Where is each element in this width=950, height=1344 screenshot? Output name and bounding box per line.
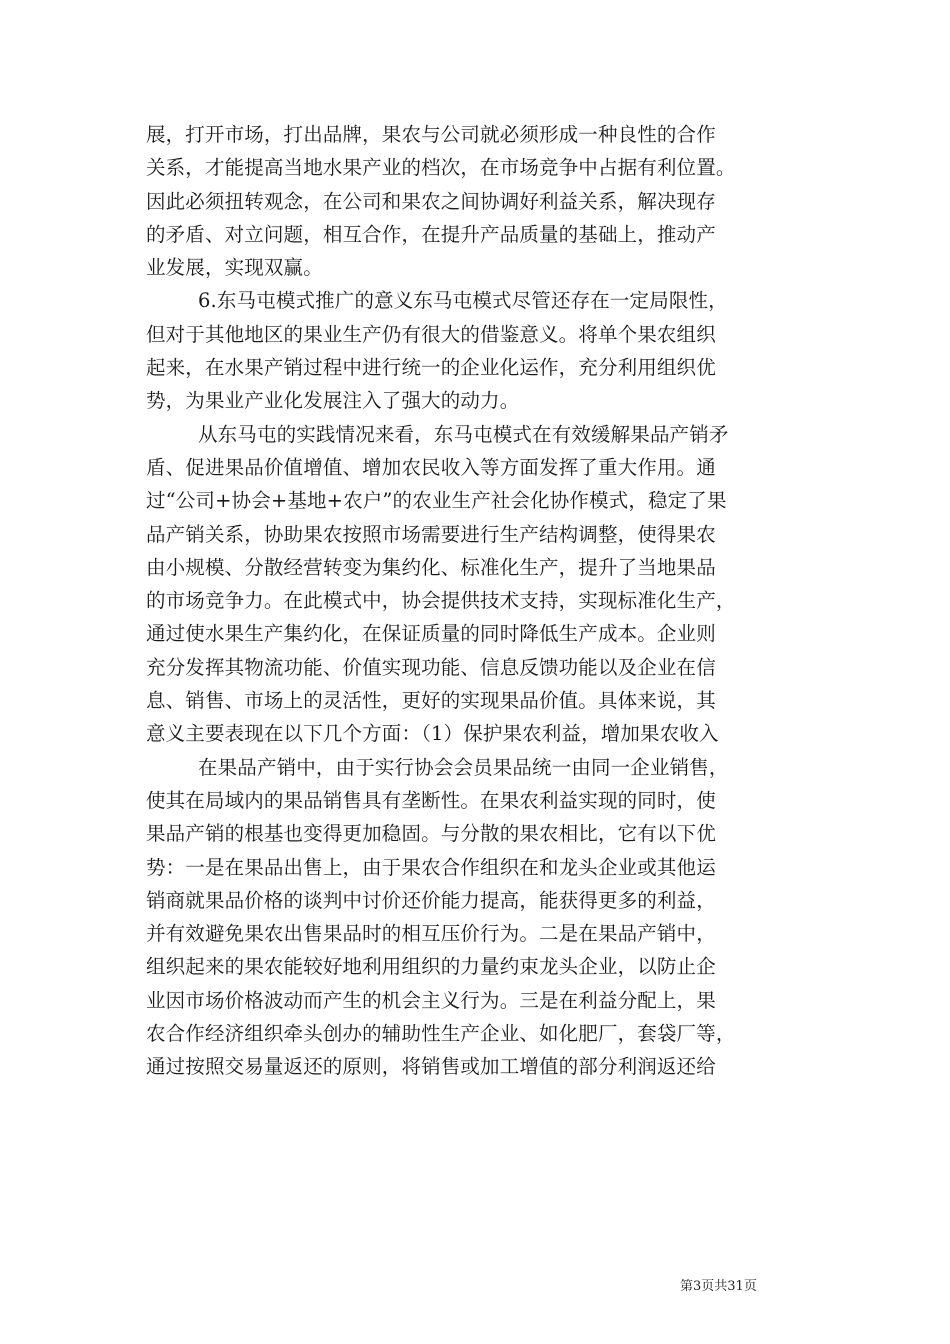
text-line: 6.东马屯模式推广的意义东马屯模式尽管还存在一定局限性， (198, 289, 728, 313)
text-line: 的矛盾、对立问题，相互合作，在提升产品质量的基础上，推动产 (146, 222, 716, 246)
text-line: 在果品产销中，由于实行协会会员果品统一由同一企业销售， (198, 755, 729, 779)
text-line: 业因市场价格波动而产生的机会主义行为。三是在利益分配上，果 (146, 988, 716, 1012)
page-number: 第3页共31页 (680, 1279, 757, 1294)
text-line: 销商就果品价格的谈判中讨价还价能力提高，能获得更多的利益， (146, 888, 716, 912)
text-line: 品产销关系，协助果农按照市场需要进行生产结构调整，使得果农 (146, 522, 716, 546)
text-line: 展，打开市场，打出品牌，果农与公司就必须形成一种良性的合作 (146, 123, 716, 146)
text-line: 因此必须扭转观念，在公司和果农之间协调好利益关系，解决现存 (146, 189, 716, 213)
text-line: 起来，在水果产销过程中进行统一的企业化运作，充分利用组织优 (146, 356, 716, 380)
text-line: 组织起来的果农能较好地利用组织的力量约束龙头企业，以防止企 (146, 955, 716, 979)
text-line: 使其在局域内的果品销售具有垄断性。在果农利益实现的同时，使 (146, 788, 716, 812)
text-line: 势：一是在果品出售上，由于果农合作组织在和龙头企业或其他运 (146, 855, 716, 879)
text-line: 并有效避免果农出售果品时的相互压价行为。二是在果品产销中， (146, 922, 716, 946)
text-line: 充分发挥其物流功能、价值实现功能、信息反馈功能以及企业在信 (146, 655, 716, 679)
text-line: 息、销售、市场上的灵活性，更好的实现果品价值。具体来说，其 (146, 689, 716, 713)
body-text (146, 118, 821, 1084)
text-line: 但对于其他地区的果业生产仍有很大的借鉴意义。将单个果农组织 (146, 322, 716, 346)
text-line: 关系，才能提高当地水果产业的档次，在市场竞争中占据有利位置。 (146, 156, 736, 180)
text-line: 通过使水果生产集约化，在保证质量的同时降低生产成本。企业则 (146, 622, 716, 646)
text-line: 意义主要表现在以下几个方面：（1）保护果农利益，增加果农收入 (146, 722, 719, 746)
text-line: 的市场竞争力。在此模式中，协会提供技术支持，实现标准化生产， (146, 589, 736, 613)
text-line: 过“公司+协会+基地+农户”的农业生产社会化协作模式，稳定了果 (146, 489, 727, 513)
text-line: 农合作经济组织牵头创办的辅助性生产企业、如化肥厂，套袋厂等， (146, 1022, 736, 1046)
text-line: 果品产销的根基也变得更加稳固。与分散的果农相比，它有以下优 (146, 822, 716, 846)
text-line: 由小规模、分散经营转变为集约化、标准化生产，提升了当地果品 (146, 555, 716, 579)
text-line: 通过按照交易量返还的原则，将销售或加工增值的部分利润返还给 (146, 1055, 716, 1079)
text-line: 从东马屯的实践情况来看，东马屯模式在有效缓解果品产销矛 (198, 422, 729, 446)
text-line: 盾、促进果品价值增值、增加农民收入等方面发挥了重大作用。通 (146, 455, 716, 479)
text-line: 势，为果业产业化发展注入了强大的动力。 (146, 389, 520, 413)
text-line: 业发展，实现双赢。 (146, 256, 323, 280)
